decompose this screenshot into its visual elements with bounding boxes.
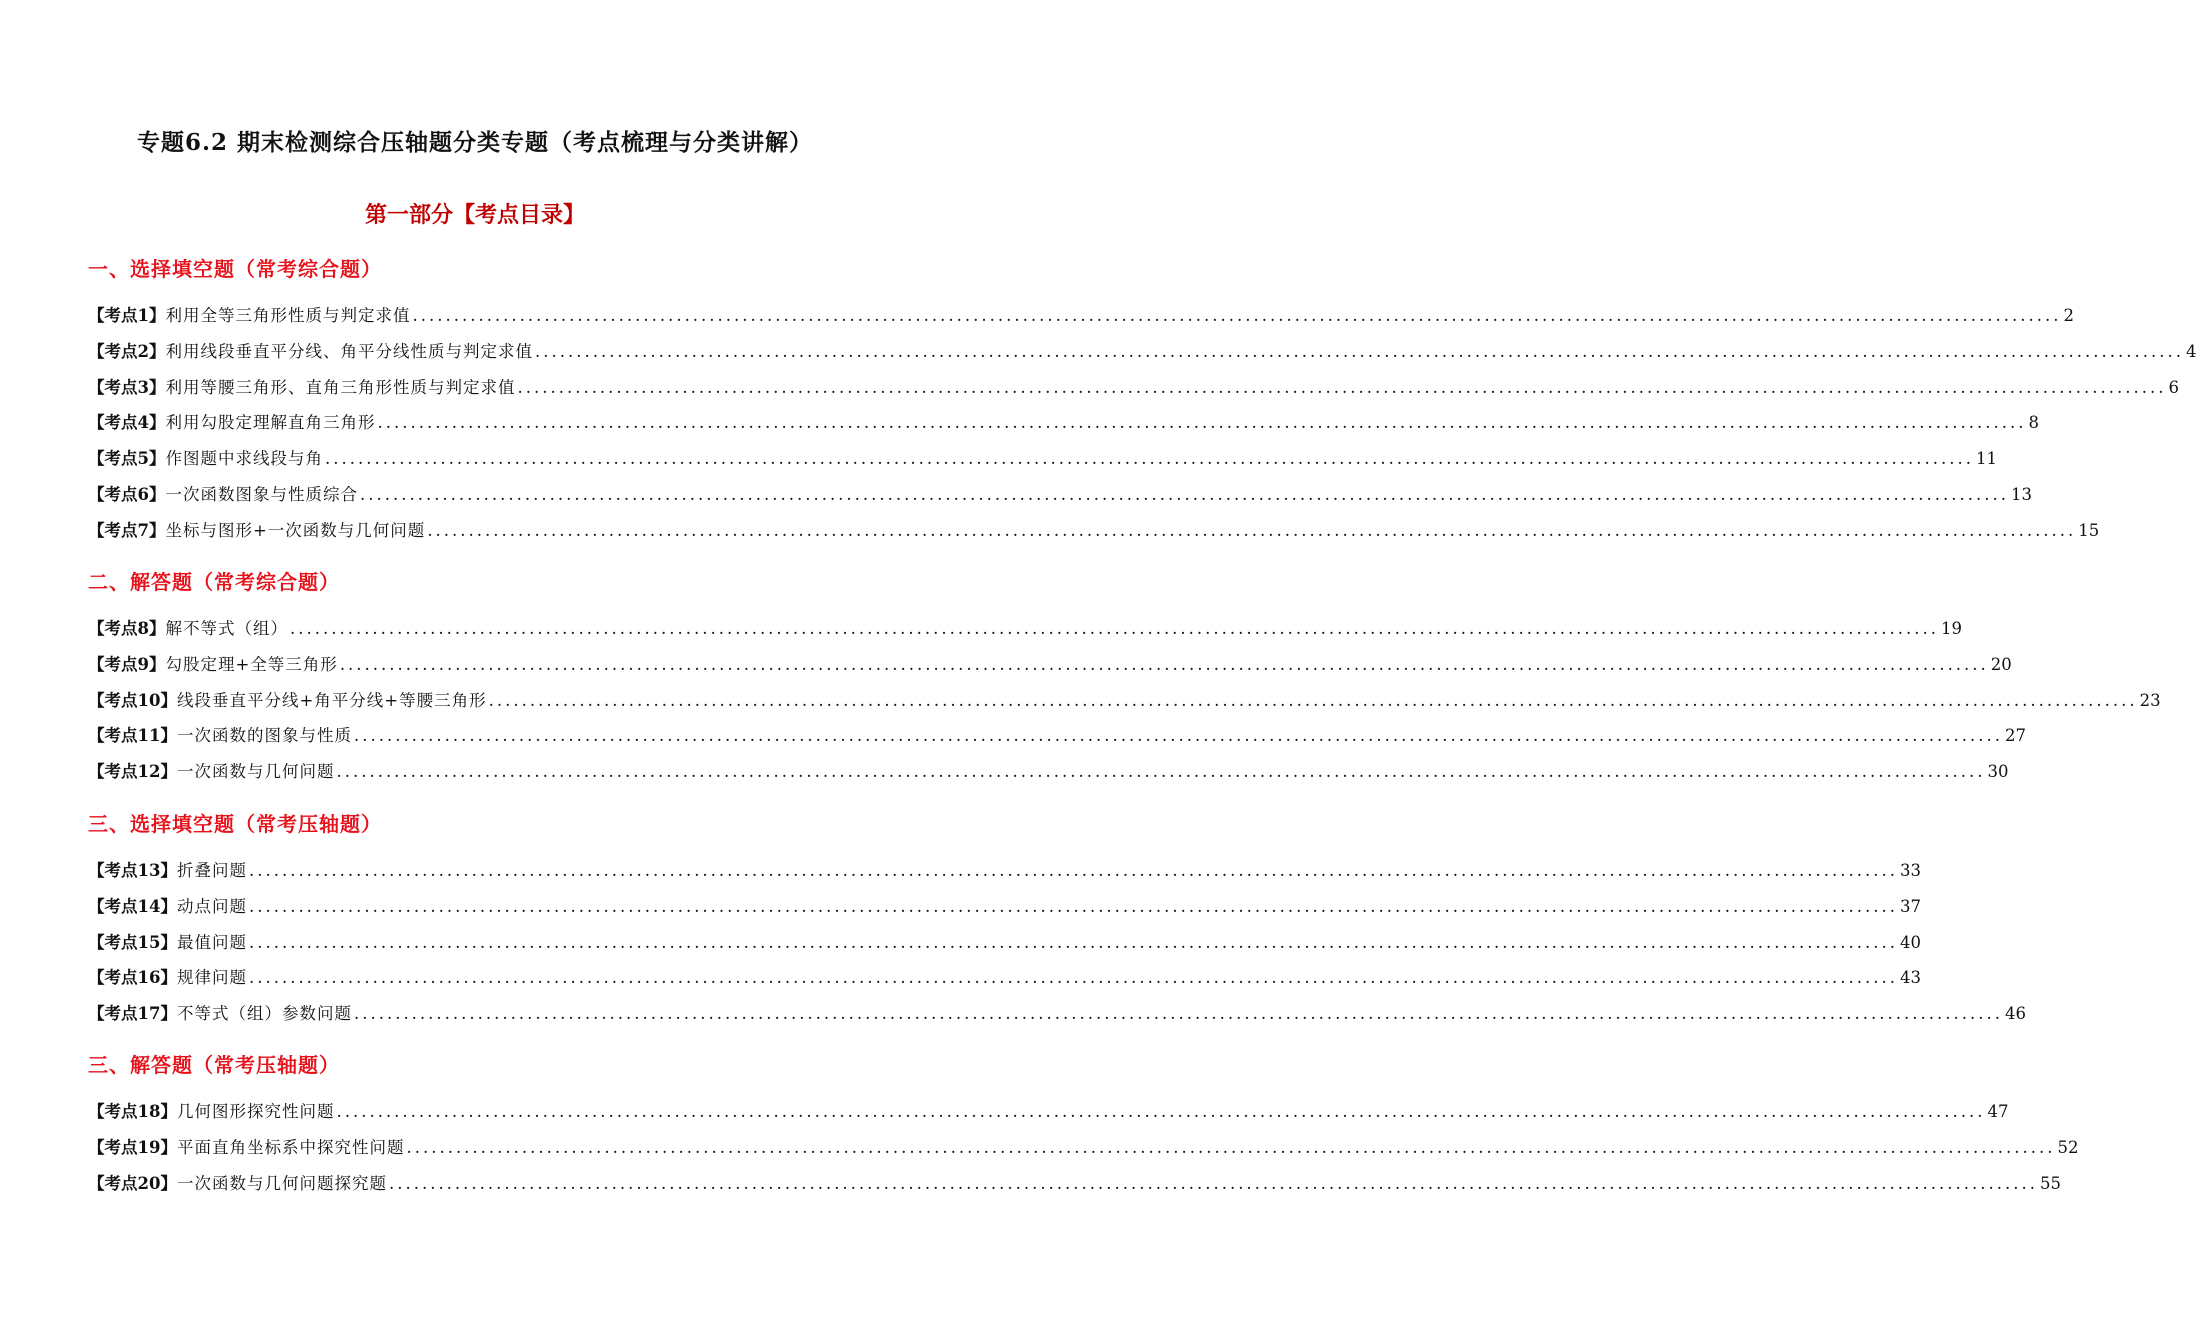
- toc-entry-title: 不等式（组）参数问题: [176, 1004, 352, 1024]
- toc-entry[interactable]: [88, 1172, 2061, 1196]
- dot-leader: ........................................................................................................................................................................................................: [534, 341, 2184, 361]
- dot-leader: ........................................................................................................................................................................................................: [377, 413, 2027, 433]
- dot-leader: ........................................................................................................................................................................................................: [336, 1102, 1986, 1121]
- section-heading: 三、解答题（常考压轴题）: [88, 1053, 340, 1077]
- toc-entry-page: 33: [1899, 861, 1921, 880]
- toc-entry-title: 规律问题: [176, 968, 247, 988]
- toc-entry-label: 【考点19】: [88, 1137, 177, 1157]
- toc-entry-label: 【考点14】: [88, 896, 177, 916]
- toc-entry[interactable]: [88, 895, 1921, 919]
- dot-leader: ........................................................................................................................................................................................................: [339, 654, 1989, 674]
- toc-entry-page: 47: [1987, 1102, 2009, 1121]
- toc-entry-page: 20: [1990, 654, 2012, 674]
- toc-entry-title: 利用勾股定理解直角三角形: [165, 413, 376, 433]
- toc-entry-title: 作图题中求线段与角: [165, 449, 323, 469]
- dot-leader: ........................................................................................................................................................................................................: [353, 1004, 2003, 1024]
- toc-entry[interactable]: [88, 760, 2009, 784]
- toc-entry-page: 15: [2078, 520, 2100, 540]
- toc-entry-page: 27: [2004, 726, 2026, 746]
- section-heading: 二、解答题（常考综合题）: [88, 570, 340, 594]
- toc-entry-title: 解不等式（组）: [165, 619, 288, 638]
- toc-entry-page: 11: [1975, 449, 1997, 469]
- dot-leader: ........................................................................................................................................................................................................: [336, 762, 1986, 782]
- section-heading: 三、选择填空题（常考压轴题）: [88, 812, 382, 836]
- toc-entry-label: 【考点18】: [88, 1102, 177, 1121]
- toc-entry-label: 【考点20】: [88, 1173, 177, 1193]
- toc-entry-title: 利用线段垂直平分线、角平分线性质与判定求值: [165, 341, 533, 361]
- toc-entry-page: 2: [2063, 306, 2074, 325]
- toc-entry[interactable]: [88, 411, 2039, 435]
- dot-leader: ........................................................................................................................................................................................................: [406, 1137, 2056, 1157]
- toc-entry-title: 折叠问题: [176, 861, 247, 880]
- toc-entry-title: 一次函数图象与性质综合: [165, 485, 358, 504]
- toc-entry[interactable]: [88, 304, 2074, 328]
- toc-entry[interactable]: [88, 931, 1921, 955]
- toc-entry-title: 平面直角坐标系中探究性问题: [176, 1137, 405, 1157]
- toc-entry[interactable]: [88, 1136, 2079, 1160]
- toc-entry-title: 线段垂直平分线+角平分线+等腰三角形: [176, 690, 487, 710]
- toc-entry-title: 几何图形探究性问题: [176, 1102, 335, 1121]
- toc-entry-page: 55: [2039, 1173, 2061, 1193]
- toc-entry-page: 23: [2139, 690, 2161, 710]
- toc-entry-title: 一次函数的图象与性质: [176, 726, 352, 746]
- toc-entry-page: 19: [1940, 619, 1962, 638]
- dot-leader: ........................................................................................................................................................................................................: [289, 619, 1939, 638]
- part-heading: 第一部分【考点目录】: [364, 202, 585, 228]
- document-title: 专题6.2 期末检测综合压轴题分类专题（考点梳理与分类讲解）: [136, 129, 814, 156]
- dot-leader: ........................................................................................................................................................................................................: [517, 377, 2167, 397]
- toc-entry[interactable]: [88, 519, 2100, 543]
- toc-entry[interactable]: [88, 689, 2161, 713]
- toc-entry-title: 勾股定理+全等三角形: [165, 654, 338, 674]
- toc-entry-page: 52: [2057, 1137, 2079, 1157]
- section-heading: 一、选择填空题（常考综合题）: [88, 257, 382, 281]
- toc-entry-label: 【考点9】: [88, 654, 166, 674]
- toc-entry-label: 【考点17】: [88, 1004, 177, 1024]
- toc-entry-title: 一次函数与几何问题: [176, 762, 335, 782]
- dot-leader: ........................................................................................................................................................................................................: [388, 1173, 2038, 1193]
- toc-entry-label: 【考点2】: [88, 341, 166, 361]
- toc-entry-label: 【考点11】: [88, 726, 177, 746]
- toc-entry-title: 利用全等三角形性质与判定求值: [165, 306, 411, 325]
- toc-entry-label: 【考点1】: [88, 306, 166, 325]
- dot-leader: ........................................................................................................................................................................................................: [488, 690, 2138, 710]
- toc-entry[interactable]: [88, 859, 1921, 883]
- toc-entry-page: 37: [1899, 896, 1921, 916]
- toc-entry[interactable]: [88, 653, 2012, 677]
- toc-entry-label: 【考点6】: [88, 485, 166, 504]
- dot-leader: ........................................................................................................................................................................................................: [248, 932, 1898, 952]
- toc-entry-label: 【考点13】: [88, 861, 177, 880]
- dot-leader: ........................................................................................................................................................................................................: [359, 485, 2009, 504]
- toc-entry[interactable]: [88, 966, 1921, 990]
- toc-entry-page: 43: [1899, 968, 1921, 988]
- dot-leader: ........................................................................................................................................................................................................: [412, 306, 2062, 325]
- toc-entry-page: 40: [1899, 932, 1921, 952]
- toc-entry-title: 动点问题: [176, 896, 247, 916]
- toc-entry-label: 【考点4】: [88, 413, 166, 433]
- toc-entry[interactable]: [88, 617, 1962, 641]
- toc-entry[interactable]: [88, 376, 2179, 400]
- toc-entry-label: 【考点5】: [88, 449, 166, 469]
- toc-entry[interactable]: [88, 1002, 2026, 1026]
- toc-entry-page: 13: [2010, 485, 2032, 504]
- toc-entry-label: 【考点8】: [88, 619, 166, 638]
- toc-entry[interactable]: [88, 340, 2196, 364]
- toc-entry[interactable]: [88, 724, 2026, 748]
- toc-entry-label: 【考点12】: [88, 762, 177, 782]
- toc-entry-label: 【考点7】: [88, 520, 166, 540]
- dot-leader: ........................................................................................................................................................................................................: [248, 861, 1898, 880]
- toc-entry-title: 一次函数与几何问题探究题: [176, 1173, 387, 1193]
- dot-leader: ........................................................................................................................................................................................................: [353, 726, 2003, 746]
- dot-leader: ........................................................................................................................................................................................................: [248, 968, 1898, 988]
- toc-entry-page: 8: [2028, 413, 2039, 433]
- toc-entry-page: 30: [1987, 762, 2009, 782]
- toc-entry-label: 【考点16】: [88, 968, 177, 988]
- toc-entry-page: 4: [2185, 341, 2196, 361]
- toc-entry-page: 46: [2004, 1004, 2026, 1024]
- toc-entry-title: 最值问题: [176, 932, 247, 952]
- dot-leader: ........................................................................................................................................................................................................: [427, 520, 2077, 540]
- toc-entry[interactable]: [88, 1100, 2009, 1124]
- toc-entry-label: 【考点15】: [88, 932, 177, 952]
- toc-entry[interactable]: [88, 483, 2032, 507]
- toc-entry-label: 【考点10】: [88, 690, 177, 710]
- dot-leader: ........................................................................................................................................................................................................: [248, 896, 1898, 916]
- toc-entry[interactable]: [88, 447, 1997, 471]
- toc-entry-title: 利用等腰三角形、直角三角形性质与判定求值: [165, 377, 516, 397]
- toc-entry-title: 坐标与图形+一次函数与几何问题: [165, 520, 426, 540]
- toc-entry-page: 6: [2168, 377, 2179, 397]
- toc-entry-label: 【考点3】: [88, 377, 166, 397]
- dot-leader: ........................................................................................................................................................................................................: [324, 449, 1974, 469]
